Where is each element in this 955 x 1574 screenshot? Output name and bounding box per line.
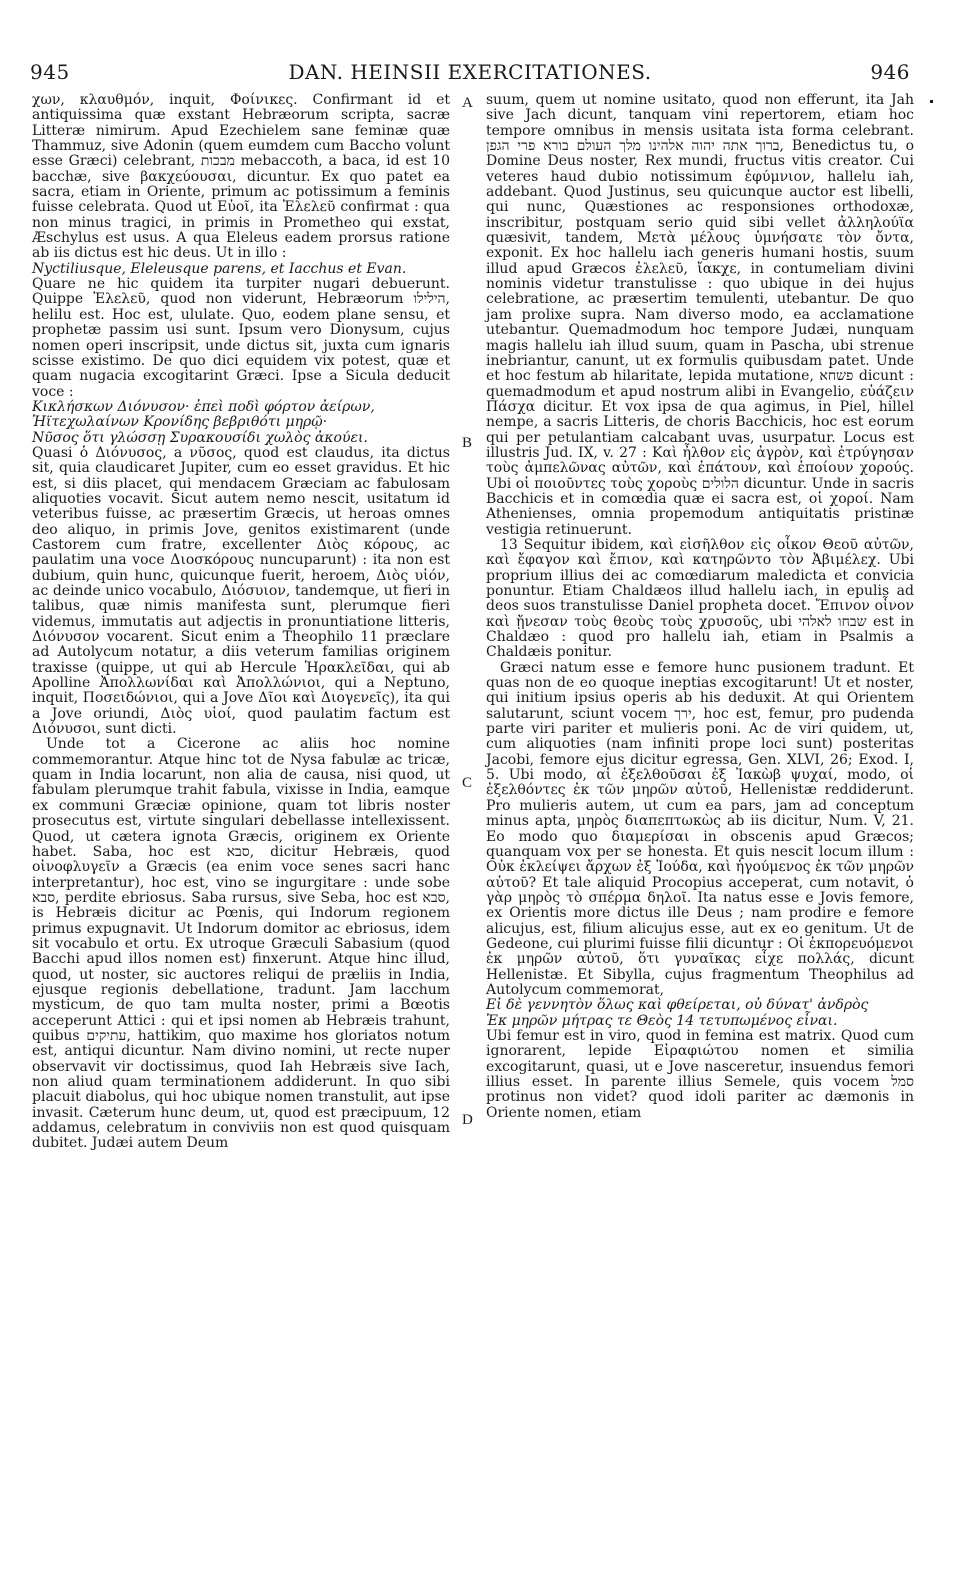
page-number-left: 945: [30, 60, 70, 84]
greek-verse-line: Κικλήσκων Διόνυσον· ἐπεὶ ποδὶ φόρτον ἀείρων,: [32, 398, 375, 415]
right-column: [486, 93, 914, 1574]
paragraph: Unde tot a Cicerone ac aliis hoc nomine commemorantur. Atque hinc tot de Nysa fabulæ ac tricæ, quam in India locarunt, non alia de causa, nisi quod, ut fabulam plerumque trahit fabula, vixisse in India, eamque ex communi Græciæ opinione, quam tot libris noster prosecutus est, virtute singulari debellasse intellexissent. Quod, ut cætera ignota Græcis, originem ex Oriente habet. Saba, hoc est סבא, dicitur Hebræis, quod οἰνοφλυγεῖν a Græcis (ea enim voce senes sacri hanc interpretantur), hoc est, vino se ingurgitare : unde sobe סבא, perdite ebriosus. Saba rursus, sive Seba, hoc est סבא, is Hebræis dicitur ac Pœnis, qui Indorum regionem primus expugnavit. Ut Indorum domitor ac ebriosus, idem sit vocabulo et ortu. Ex utroque Græculi Sabasium (quod Bacchi apud illos nomen est) finxerunt. Atque hinc illud, quod, ut noster, sic auctores reliqui de præliis in India, ejusque regionis debellatione, tradunt. Jam lacchum mysticum, de quo tam multa noster, primi a Bœotis acceperunt Attici : qui et ipsi nomen ab Hebræis trahunt, quibus עתיקים, hattikim, quo maxime hos gloriatos notum est, antiqui dicuntur. Nam divino nomini, ut recte nuper observavit vir doctissimus, quod Iah Hebræis sive Iach, non aliud quam terminationem addiderunt. In quo sibi placuit diabolus, qui hoc ubique nomen transtulit, aut ipse invasit. Cæterum hunc deum, ut, quod est præcipuum, 12 addamus, celebratum in conviviis non est quod quisquam dubitet. Judæi autem Deum: [32, 736, 450, 1152]
paragraph: suum, quem ut nomine usitato, quod non efferunt, ita Jah sive Jach dicunt, tanquam vini repertorem, etiam hoc tempore omnibus in mensis usitata ista forma celebrant. ברוך אתה יהוה אלהינו מלך העולם בורא פרי הגפן, Benedictus tu, o Domine Deus noster, Rex mundi, fructus vitis creator. Cui veteres haud dubio notissimum ἐφύμνιον, hallelu iah, addebant. Quod Justinus, seu quicunque auctor est libelli, qui nunc, Quæstiones ac responsiones orthodoxæ, inscribitur, postquam serio quid sibi vellet ἀλληλούϊα quæsivit, tandem, Μετὰ μέλους ὑμνήσατε τὸν ὄντα, exponit. Ex hoc hallelu iach generis humani hostis, suum illud apud Græcos ἐλελεῦ, ἴακχε, in contumeliam divini nominis videtur transtulisse : quo ubique in dei hujus celebratione, ac præsertim temulenti, utebantur. De quo jam prolixe supra. Nam diverso modo, ea acclamatione utebantur. Quemadmodum hoc tempore Judæi, nunquam magis hallelu iah illud suum, quam in Pascha, ubi strenue inebriantur, canunt, ut ex formulis quibusdam patet. Unde et hoc festum ab hilaritate, lepida mutatione, פשחא dicunt : quemadmodum et apud nostrum alibi in Evangelio, εὐάζειν Πάσχα dicitur. Et vox ipsa de qua agimus, in Piel, hillel nempe, a sacris Litteris, de choris Bacchicis, hoc est eorum qui per petulantiam calcabant uvas, usurpatur. Locus est illustris Jud. IX, v. 27 : Καὶ ἦλθον εἰς ἀγρὸν, καὶ ἐτρύγησαν τοὺς ἀμπελῶνας αὐτῶν, καὶ ἐπάτουν, καὶ ἐποίουν χορούς. Ubi οἱ ποιοῦντες τοὺς χοροὺς הלולים dicuntur. Unde in sacris Bacchicis et in comœdia quæ ei sacra est, οἱ χοροί. Nam Athenienses, omnia propemodum antiquitatis pristinæ vestigia retinuerunt.: [486, 92, 915, 538]
page-number-right: 946: [870, 60, 910, 84]
margin-letter-c: C: [462, 775, 473, 791]
greek-verse-line: Ἐκ μηρῶν μήτρας τε Θεὸς 14 τετυπωμένος εἶναι.: [486, 1012, 838, 1029]
left-column: [32, 93, 450, 1574]
greek-verse-line: Νῦσος ὅτι γλώσσῃ Συρακουσίδι χωλὸς ἀκούει.: [32, 429, 368, 446]
greek-verse-line: Εἰ δὲ γεννητὸν ὅλως καὶ φθείρεται, οὐ δύνατ' ἀνδρὸς: [486, 997, 869, 1014]
margin-letter-d: D: [462, 1112, 473, 1128]
paragraph: χων, κλαυθμόν, inquit, Φοίνικες. Confirmant id et antiquissima quæ exstant Hebræorum scripta, sacræ Litteræ nimirum. Apud Ezechielem sane feminæ quæ Thammuz, sive Adonin (quem eumdem cum Baccho volunt esse Græci) celebrant, מבכות mebaccoth, a baca, id est 10 bacchæ, sive βακχεύουσαι, dicuntur. Ex quo patet ea sacra, etiam in Oriente, primum ac potissimum a feminis fuisse celebrata. Quod ut Εὐοῖ, ita Ἐλελεῦ confirmat : qua non minus tragici, in primis in Prometheo qui exstat, Æschylus est usus. A qua Eleleus eadem prorsus ratione ab iis dictus est hic deus. Ut in illo :: [32, 92, 450, 262]
running-title: DAN. HEINSII EXERCITATIONES.: [288, 60, 652, 84]
paragraph: Quasi ὁ Διόνυσος, a νῦσος, quod est claudus, ita dictus sit, quia claudicaret Jupiter, cum eo esset gravidus. Et hic est, si diis placet, qui mendacem Græciam ac fabulosam aliquoties vocavit. Sicut autem nemo nescit, usitatum id veteribus fuisse, ac præsertim Græcis, ut heroas omnes deo aliquo, in primis Jove, genitos existimarent (unde Castorem cum fratre, excellenter Διὸς κόρους, ac paulatim una voce Διοσκόρους nuncuparunt) : ita non est dubium, quin hunc, quicunque fuerit, heroem, Διὸς υἱόν, ac deinde unico vocabulo, Διόσυιον, tandemque, ut fieri in talibus, quæ nimis manifesta sunt, plerumque fieri videmus, immutatis aut adjectis in pronuntiatione litteris, Διόνυσον vocarent. Sicut enim a Theophilo 11 præclare ad Autolycum notatur, a diis veterum familias originem traxisse (quippe, ut qui ab Hercule Ἡρακλεῖδαι, qui ab Apolline Ἀπολλωνίδαι καὶ Ἀπολλώνιοι, qui a Neptuno, inquit, Ποσειδώνιοι, qui a Jove Δῖοι καὶ Διογενεῖς), ita qui a Jove oriundi, Διὸς υἱοί, quod paulatim factum est Διόνυσοι, sunt dicti.: [32, 444, 450, 738]
greek-verse-line: Ἠϊτεχωλαίνων Κρονίδης βεβριθότι μηρῷ·: [32, 414, 328, 431]
ink-dot: [930, 100, 933, 103]
margin-letter-b: B: [462, 435, 473, 451]
margin-letter-a: A: [462, 95, 473, 111]
page-header: [30, 60, 910, 86]
paragraph: Quare ne hic quidem ita turpiter nugari debuerunt. Quippe Ἐλελεῦ, quod non viderunt, Hebræorum הילילו, helilu est. Hoc est, ululate. Quo, eodem plane sensu, et prophetæ passim usi sunt. Ipsum vero Dionysum, cujus nomen operi inscripsit, unde dictus sit, juxta cum ignaris scisse existimo. De quo dici equidem vix potest, quæ et quam nugacia excogitarint Græci. Ipse a Sicula deducit voce :: [32, 276, 450, 400]
paragraph: Ubi femur est in viro, quod in femina est matrix. Quod cum ignorarent, lepide Εἰραφιώτου nomen et similia excogitarunt, quasi, ut e Jove nasceretur, insuendus femori illius esset. In parente illius Semele, quis vocem סמל protinus non videt? quod idoli pariter ac dæmonis in Oriente nomen, etiam: [486, 1027, 914, 1121]
paragraph: Græci natum esse e femore hunc pusionem tradunt. Et quas non de eo quoque ineptias excogitarunt! Ut et noster, qui initium ipsius operis ab his deduxit. At qui Orientem salutarunt, sciunt vocem ירך, hoc est, femur, pro pudenda parte viri pariter et mulieris poni. Ac de viri quidem, ut, cum aliquoties (nam infiniti prope loci sunt) posteritas Jacobi, femore ejus dicitur egressa, Gen. XLVI, 26; Exod. I, 5. Ubi modo, αἱ ἐξελθοῦσαι ἐξ Ἰακὼβ ψυχαί, modo, οἱ ἐξελθόντες ἐκ τῶν μηρῶν αὐτοῦ, Hellenistæ reddiderunt. Pro mulieris autem, ut cum ea pars, jam ad conceptum minus apta, μηρὸς διαπεπτωκὼς ab iis dicitur, Num. V, 21. Eo modo quo διαμερίσαι in obscenis apud Græcos; quanquam vox per se honesta. Et quis nescit locum illum : Οὐκ ἐκλείψει ἄρχων ἐξ Ἰούδα, καὶ ἡγούμενος ἐκ τῶν μηρῶν αὐτοῦ? Et tale aliquid Procopius acceperat, cum notavit, ὁ γὰρ μηρὸς τὸ σπέρμα δηλοῖ. Ita natus esse e Jovis femore, ex Orientis more dictus ille Deus ; nam prodire e femore alicujus, est, filium alicujus esse, aut ex eo genitum. Ut de Gedeone, cui plurimi fuisse filii dicuntur : Οἱ ἐκπορευόμενοι ἐκ μηρῶν αὐτοῦ, ὅτι γυναῖκας εἶχε πολλάς, dicunt Hellenistæ. Et Sibylla, cujus fragmentum Theophilus ad Autolycum commemorat,: [486, 659, 914, 998]
paragraph: 13 Sequitur ibidem, καὶ εἰσῆλθον εἰς οἶκον Θεοῦ αὐτῶν, καὶ ἔφαγον καὶ ἔπιον, καὶ κατηρῶντο τὸν Ἀβιμέλεχ. Ubi proprium illius dei ac comœdiarum maledicta et convicia ponuntur. Etiam Chaldæos illud hallelu iach, in epulis ad deos suos transtulisse Daniel propheta docet. Ἔπινον οἶνον καὶ ᾔνεσαν τοὺς θεοὺς τοὺς χρυσοῦς, ubi שבחו לאלהי est in Chaldæo : quod pro hallelu iah, etiam in Psalmis a Chaldæis ponitur.: [486, 536, 914, 661]
verse-line: Nyctiliusque, Eleleusque parens, et Iacchus et Evan.: [32, 260, 407, 277]
